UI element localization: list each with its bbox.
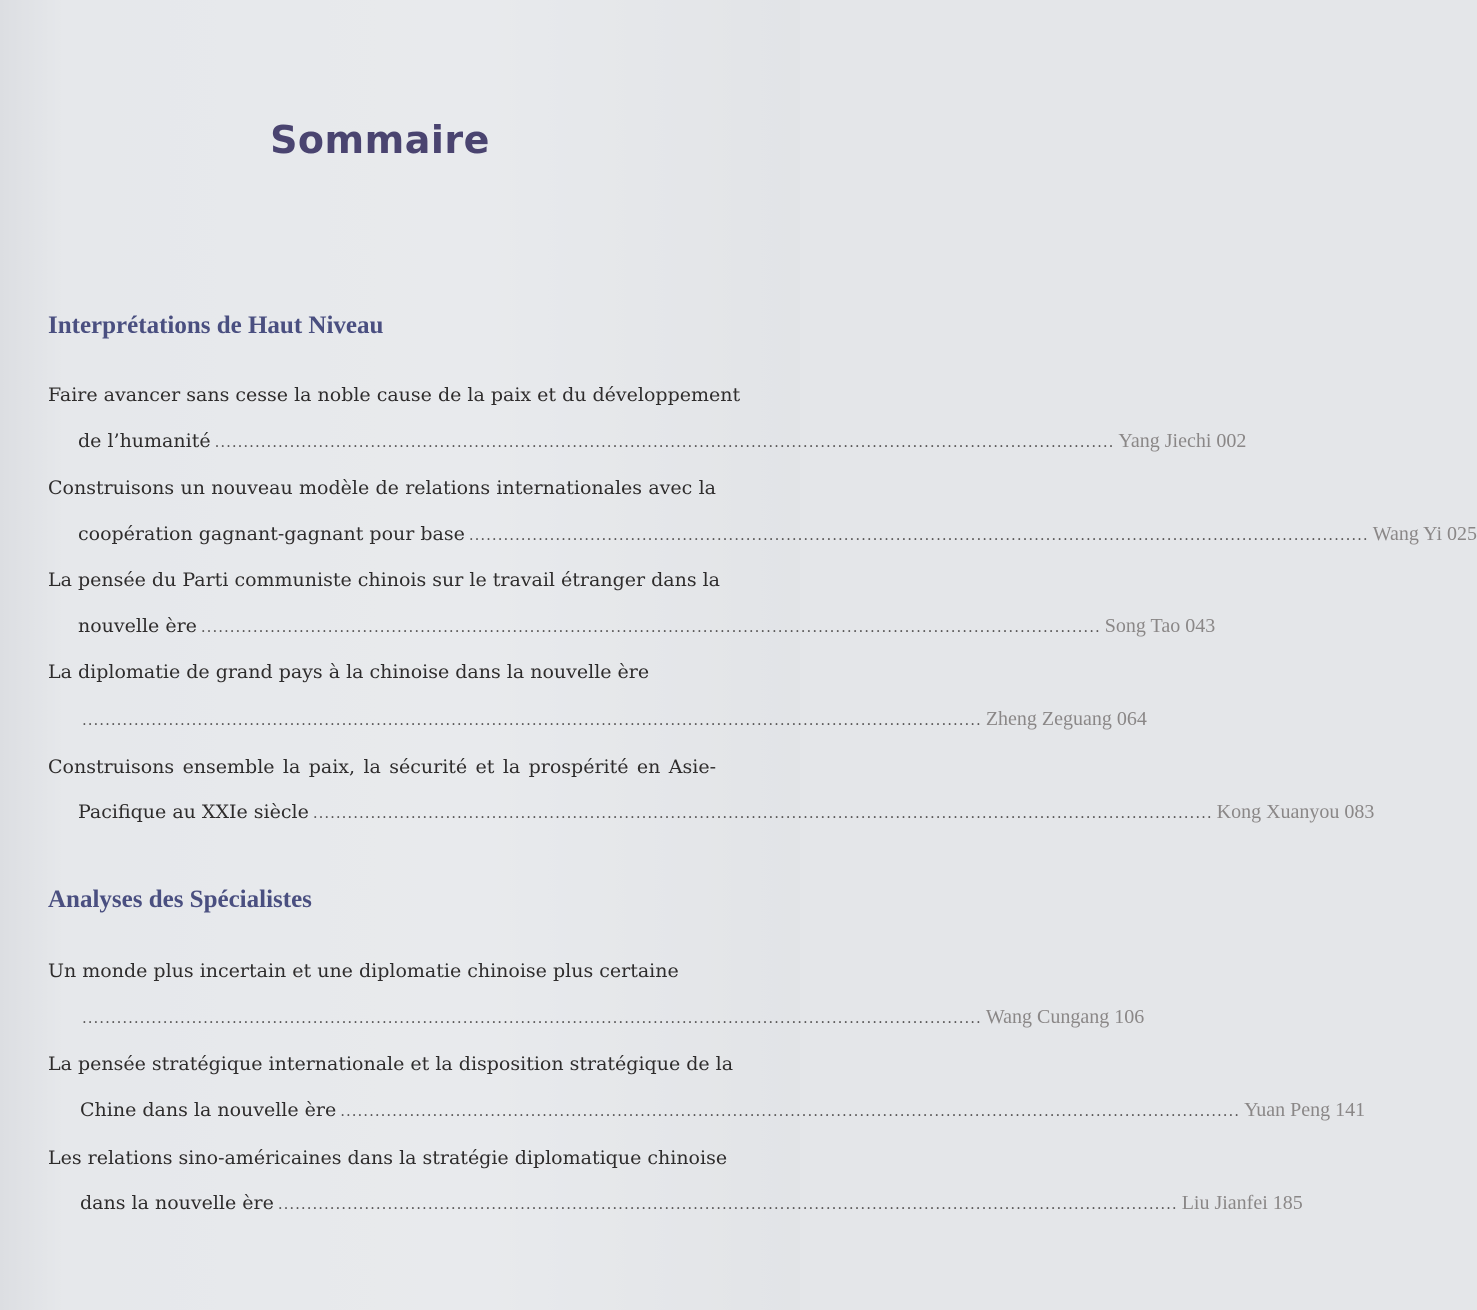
toc-entry-title-continued: dans la nouvelle ère	[80, 1192, 274, 1214]
toc-entry-continuation	[78, 801, 1375, 824]
toc-entry-author-page: Wang Yi 025	[1372, 523, 1477, 545]
toc-entry-author-page: Kong Xuanyou 083	[1216, 801, 1375, 823]
toc-entry-title-line: La pensée stratégique internationale et la disposition stratégique de la	[48, 1053, 734, 1075]
toc-entry-author-page: Wang Cungang 106	[985, 1006, 1145, 1028]
section-heading-haut-niveau: Interprétations de Haut Niveau	[48, 312, 384, 339]
toc-entry-author-page: Song Tao 043	[1104, 615, 1216, 637]
toc-entry-title-continued: de l’humanité	[78, 430, 211, 452]
dot-leader: ............................................................................................................................................................	[82, 711, 982, 729]
section-heading-specialistes: Analyses des Spécialistes	[48, 886, 312, 913]
dot-leader: ............................................................................................................................................................	[277, 1195, 1178, 1213]
toc-entry-continuation	[80, 1192, 1303, 1215]
dot-leader: ............................................................................................................................................................	[214, 433, 1115, 451]
toc-entry-title-continued: Chine dans la nouvelle ère	[80, 1099, 337, 1121]
toc-entry-title-line: Un monde plus incertain et une diplomatie chinoise plus certaine	[48, 960, 679, 982]
toc-entry-title-line: Les relations sino-américaines dans la stratégie diplomatique chinoise	[48, 1147, 728, 1169]
dot-leader: ............................................................................................................................................................	[82, 1009, 982, 1027]
toc-entry-continuation	[78, 523, 1477, 546]
toc-entry-title-continued: Pacifique au XXIe siècle	[78, 801, 309, 823]
toc-entry-title-line: La pensée du Parti communiste chinois sur le travail étranger dans la	[48, 569, 721, 591]
dot-leader: ............................................................................................................................................................	[200, 618, 1101, 636]
toc-entry-author-page: Zheng Zeguang 064	[985, 708, 1147, 730]
dot-leader: ............................................................................................................................................................	[312, 804, 1213, 822]
toc-entry-title-line: Construisons ensemble la paix, la sécurité et la prospérité en Asie-	[48, 756, 716, 778]
toc-entry-author-page: Liu Jianfei 185	[1181, 1192, 1303, 1214]
toc-entry-continuation	[78, 615, 1216, 638]
toc-entry-continuation	[80, 1099, 1366, 1122]
toc-entry-author-page: Yang Jiechi 002	[1118, 430, 1247, 452]
toc-entry-title-continued: nouvelle ère	[78, 615, 197, 637]
toc-entry-continuation	[78, 1006, 1145, 1029]
toc-entry-title-line: La diplomatie de grand pays à la chinoise dans la nouvelle ère	[48, 661, 650, 683]
toc-entry-title-continued: coopération gagnant-gagnant pour base	[78, 523, 465, 545]
dot-leader: ............................................................................................................................................................	[468, 526, 1369, 544]
dot-leader: ............................................................................................................................................................	[340, 1102, 1241, 1120]
toc-entry-continuation	[78, 708, 1147, 731]
toc-entry-continuation	[78, 430, 1247, 453]
page-title: Sommaire	[270, 118, 490, 162]
toc-entry-author-page: Yuan Peng 141	[1244, 1099, 1366, 1121]
toc-entry-title-line: Faire avancer sans cesse la noble cause de la paix et du développement	[48, 384, 741, 406]
toc-entry-title-line: Construisons un nouveau modèle de relations internationales avec la	[48, 477, 716, 499]
